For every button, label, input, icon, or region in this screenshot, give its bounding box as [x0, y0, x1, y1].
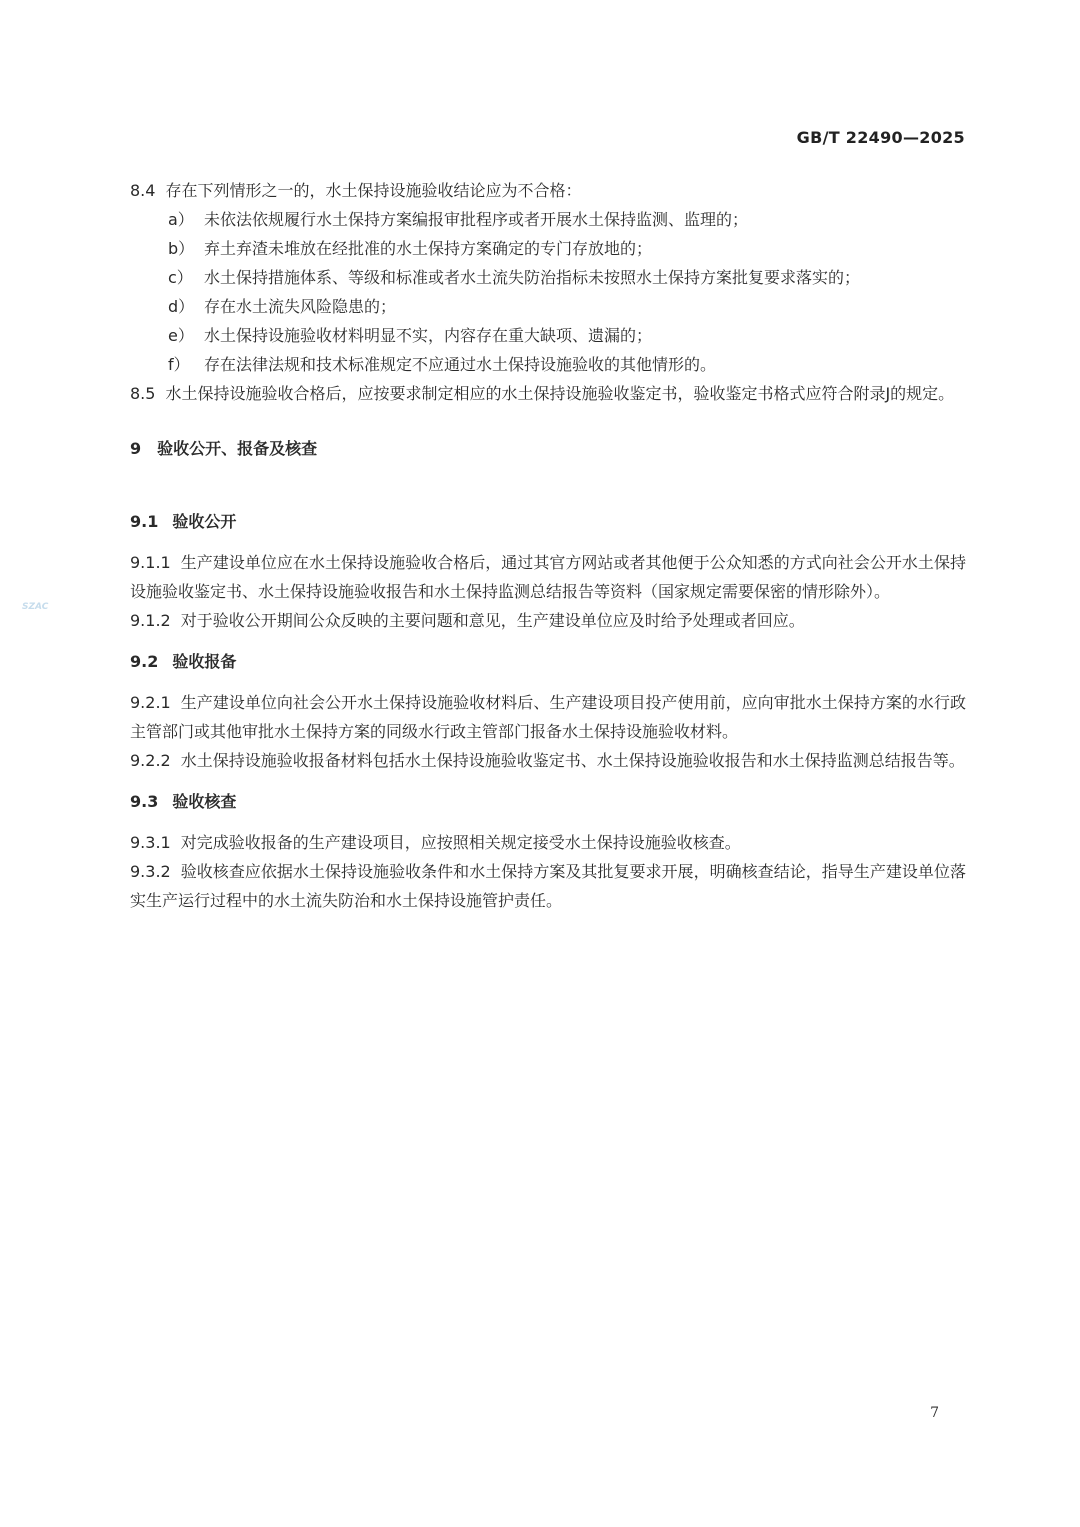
clause-number: 8.5: [130, 384, 156, 403]
list-item: [168, 350, 966, 379]
section-number: 9.1: [130, 512, 159, 531]
section-number: 9.3: [130, 792, 159, 811]
clause-text: 验收核查应依据水土保持设施验收条件和水土保持方案及其批复要求开展，明确核查结论，指导生产建设单位落实生产运行过程中的水土流失防治和水土保持设施管护责任。: [130, 862, 966, 910]
clause-9-2-2: [130, 746, 966, 775]
list-item-text: 水土保持设施验收材料明显不实，内容存在重大缺项、遗漏的；: [204, 326, 653, 345]
clause-text: 水土保持设施验收合格后，应按要求制定相应的水土保持设施验收鉴定书，验收鉴定书格式应符合附录J的规定。: [165, 384, 955, 403]
list-item-text: 未依法依规履行水土保持方案编报审批程序或者开展水土保持监测、监理的；: [204, 210, 749, 229]
section-title: 验收报备: [172, 652, 237, 671]
list-item: [168, 234, 966, 263]
section-title: 验收公开: [172, 512, 237, 531]
list-item-label: d）: [168, 297, 195, 316]
list-item-label: e）: [168, 326, 194, 345]
clause-8-4: [130, 176, 966, 205]
section-number: 9.2: [130, 652, 159, 671]
list-item-label: f）: [168, 355, 190, 374]
clause-number: 9.3.2: [130, 862, 171, 881]
list-item-label: b）: [168, 239, 195, 258]
section-heading-9-2: [130, 647, 966, 676]
clause-text: 生产建设单位向社会公开水土保持设施验收材料后、生产建设项目投产使用前，应向审批水土保持方案的水行政主管部门或其他审批水土保持方案的同级水行政主管部门报备水土保持设施验收材料。: [130, 693, 966, 741]
list-item-label: c）: [168, 268, 193, 287]
clause-number: 9.1.1: [130, 553, 171, 572]
list-item: [168, 292, 966, 321]
list-item-text: 水土保持措施体系、等级和标准或者水土流失防治指标未按照水土保持方案批复要求落实的；: [204, 268, 861, 287]
clause-text: 对完成验收报备的生产建设项目，应按照相关规定接受水土保持设施验收核查。: [180, 833, 741, 852]
document-body: [130, 176, 966, 915]
chapter-heading-9: [130, 434, 966, 463]
clause-number: 9.1.2: [130, 611, 171, 630]
list-item-label: a）: [168, 210, 194, 229]
standard-code: GB/T 22490—2025: [796, 128, 965, 147]
section-heading-9-3: [130, 787, 966, 816]
clause-number: 8.4: [130, 181, 156, 200]
section-heading-9-1: [130, 507, 966, 536]
list-item: [168, 205, 966, 234]
section-title: 验收核查: [172, 792, 237, 811]
chapter-number: 9: [130, 439, 142, 458]
page-number: 7: [930, 1405, 939, 1421]
clause-number: 9.3.1: [130, 833, 171, 852]
clause-text: 对于验收公开期间公众反映的主要问题和意见，生产建设单位应及时给予处理或者回应。: [180, 611, 805, 630]
clause-number: 9.2.2: [130, 751, 171, 770]
chapter-title: 验收公开、报备及核查: [157, 439, 318, 458]
watermark-logo: SZAC: [22, 602, 49, 612]
clause-9-3-2: [130, 857, 966, 915]
list-item: [168, 263, 966, 292]
clause-9-1-1: [130, 548, 966, 606]
list-item: [168, 321, 966, 350]
list-item-text: 存在水土流失风险隐患的；: [204, 297, 397, 316]
list-item-text: 存在法律法规和技术标准规定不应通过水土保持设施验收的其他情形的。: [204, 355, 717, 374]
clause-text: 存在下列情形之一的，水土保持设施验收结论应为不合格：: [165, 181, 582, 200]
list-item-text: 弃土弃渣未堆放在经批准的水土保持方案确定的专门存放地的；: [204, 239, 653, 258]
clause-9-2-1: [130, 688, 966, 746]
clause-text: 生产建设单位应在水土保持设施验收合格后，通过其官方网站或者其他便于公众知悉的方式向社会公开水土保持设施验收鉴定书、水土保持设施验收报告和水土保持监测总结报告等资料（国家规定需要保密的情形除外）。: [130, 553, 966, 601]
clause-text: 水土保持设施验收报备材料包括水土保持设施验收鉴定书、水土保持设施验收报告和水土保持监测总结报告等。: [180, 751, 965, 770]
clause-9-1-2: [130, 606, 966, 635]
clause-8-5: [130, 379, 966, 408]
clause-number: 9.2.1: [130, 693, 171, 712]
clause-9-3-1: [130, 828, 966, 857]
